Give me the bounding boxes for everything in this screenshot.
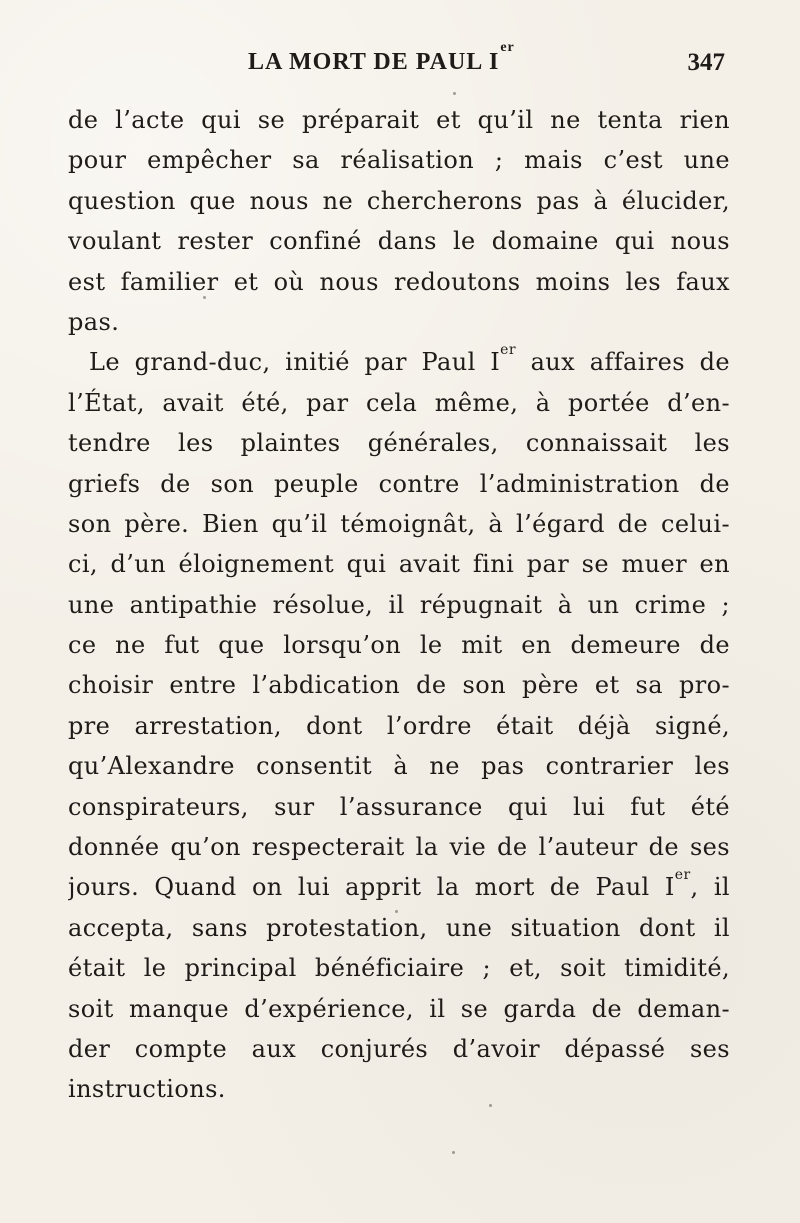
running-head <box>248 40 515 76</box>
page-header <box>0 40 800 81</box>
text-line: question que nous ne chercherons pas à élucider, <box>68 186 730 215</box>
text-line: tendre les plaintes générales, connaissait les <box>68 429 730 458</box>
text-fragment: jours. Quand on lui apprit la mort de Paul I <box>68 873 675 902</box>
text-fragment: Le grand-duc, initié par Paul I <box>89 348 501 377</box>
text-line: une antipathie résolue, il répugnait à un crime ; <box>68 590 730 619</box>
text-line: de l’acte qui se préparait et qu’il ne tenta rien <box>68 106 730 134</box>
text-line: son père. Bien qu’il témoignât, à l’égard de celui- <box>68 509 730 538</box>
text-line: donnée qu’on respecterait la vie de l’auteur de ses <box>68 833 730 862</box>
text-line: était le principal bénéficiaire ; et, soit timidité, <box>68 954 730 983</box>
paper-speck <box>452 1151 455 1154</box>
text-line: pour empêcher sa réalisation ; mais c’est une <box>68 146 730 175</box>
text-line: ci, d’un éloignement qui avait fini par se muer en <box>68 550 730 579</box>
paper-speck <box>203 296 206 299</box>
text-fragment: , il <box>690 873 730 902</box>
text-line: ce ne fut que lorsqu’on le mit en demeure de <box>68 631 730 660</box>
superscript-er: er <box>500 342 516 359</box>
text-line <box>68 342 730 382</box>
text-line: est familier et où nous redoutons moins les faux <box>68 267 730 296</box>
running-head-text: LA MORT DE PAUL I <box>248 49 500 75</box>
superscript-er: er <box>674 867 691 884</box>
text-line: l’État, avait été, par cela même, à portée d’en- <box>68 388 730 417</box>
text-line: der compte aux conjurés d’avoir dépassé ses <box>68 1034 730 1063</box>
text-line: conspirateurs, sur l’assurance qui lui fut été <box>68 792 730 821</box>
body-text <box>68 100 730 1110</box>
text-line: griefs de son peuple contre l’administration de <box>68 469 730 498</box>
paper-speck <box>489 1104 492 1107</box>
paper-speck <box>395 910 398 913</box>
text-line: instructions. <box>68 1075 226 1104</box>
running-head-superscript: er <box>500 40 515 55</box>
text-fragment: aux affaires de <box>515 348 730 377</box>
page-number: 347 <box>687 49 725 76</box>
text-line: pre arrestation, dont l’ordre était déjà signé, <box>68 711 730 740</box>
text-line: accepta, sans protestation, une situation dont il <box>68 913 730 942</box>
text-line: choisir entre l’abdication de son père et sa pro- <box>68 671 730 700</box>
text-line: voulant rester confiné dans le domaine qui nous <box>68 227 730 256</box>
text-line <box>68 867 730 907</box>
text-line: pas. <box>68 307 120 336</box>
text-line: soit manque d’expérience, il se garda de deman- <box>68 994 730 1023</box>
paper-speck <box>453 92 456 95</box>
text-line: qu’Alexandre consentit à ne pas contrarier les <box>68 752 730 781</box>
